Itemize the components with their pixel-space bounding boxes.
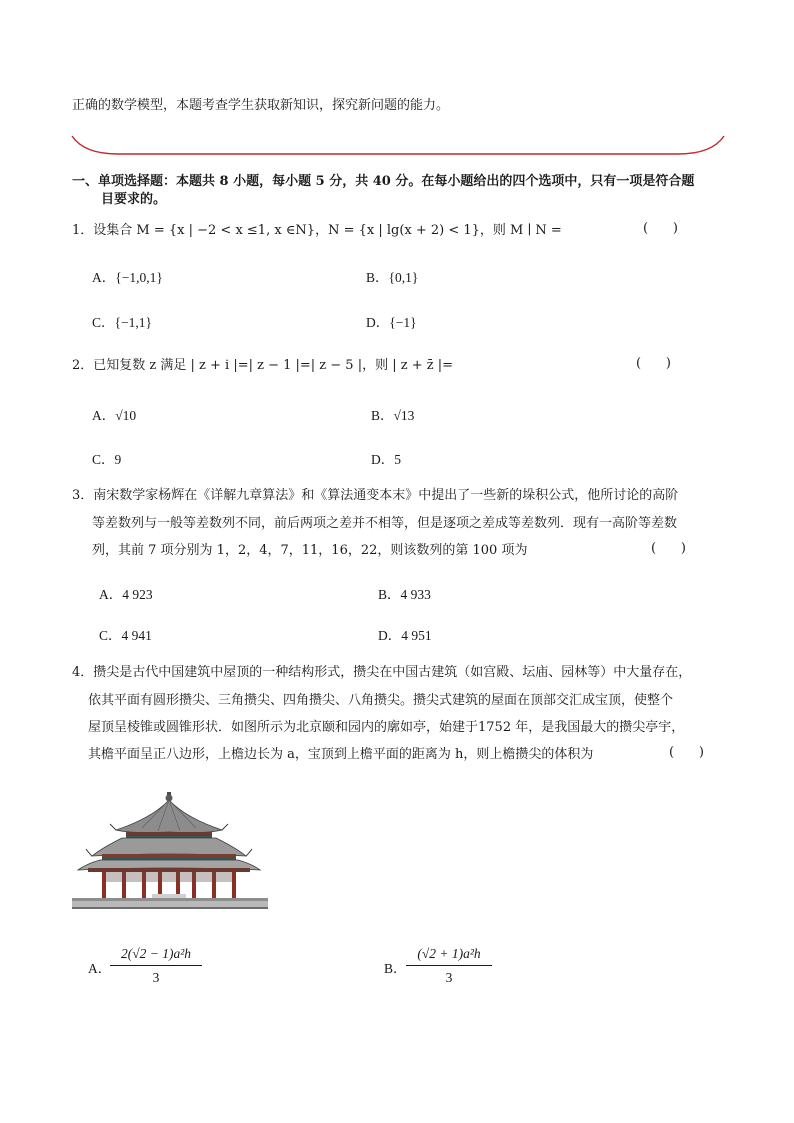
question-3-option-d: D．4 951	[378, 628, 432, 643]
question-4-option-a-fraction	[110, 946, 202, 986]
question-2-option-b: B．√13	[371, 408, 415, 423]
question-3-option-c: C．4 941	[99, 628, 152, 643]
section-title-line1: 一、单项选择题：本题共 8 小题，每小题 5 分，共 40 分。在每小题给出的四个选项中，只有一项是符合题	[72, 174, 695, 189]
question-3-line3: 列，其前 7 项分别为 1，2，4，7，11，16，22，则该数列的第 100 项为	[92, 543, 528, 558]
question-1-option-b: B．{0,1}	[366, 270, 419, 285]
question-2-answer-blank: ( )	[636, 356, 671, 371]
question-4-option-a-numerator: 2(√2 − 1)a²h	[110, 946, 202, 966]
question-3-option-b: B．4 933	[378, 587, 431, 602]
decorative-curve	[68, 128, 728, 160]
question-1-stem: 1．设集合 M = {x | −2 < x ≤1, x ∈N}，N = {x | lg(x + 2) < 1}，则 M ∣ N =	[72, 223, 562, 238]
question-3-line1: 3．南宋数学家杨辉在《详解九章算法》和《算法通变本末》中提出了一些新的垛积公式，他所讨论的高阶	[72, 488, 679, 503]
question-3-answer-blank: ( )	[651, 541, 686, 556]
question-2-option-c: C．9	[92, 452, 122, 467]
pavilion-illustration	[72, 790, 268, 914]
question-2-stem: 2．已知复数 z 满足 | z + i |=| z − 1 |=| z − 5 |，则 | z + z̄ |=	[72, 358, 453, 373]
question-4-option-b-label: B．	[384, 961, 407, 976]
question-1-option-c: C．{−1,1}	[92, 315, 152, 330]
question-4-option-a-denominator: 3	[152, 970, 160, 985]
question-1-answer-blank: ( )	[643, 221, 678, 236]
question-4-line4: 其檐平面呈正八边形，上檐边长为 a，宝顶到上檐平面的距离为 h，则上檐攒尖的体积为	[88, 747, 594, 762]
question-4-option-a-label: A．	[88, 961, 112, 976]
question-3-option-a: A．4 923	[99, 587, 153, 602]
question-4-option-b-fraction	[406, 946, 492, 986]
question-4-line2: 依其平面有圆形攒尖、三角攒尖、四角攒尖、八角攒尖。攒尖式建筑的屋面在顶部交汇成宝顶，使整个	[88, 693, 674, 708]
question-4-line1: 4．攒尖是古代中国建筑中屋顶的一种结构形式，攒尖在中国古建筑（如宫殿、坛庙、园林等）中大量存在，	[72, 665, 692, 680]
question-4-option-b-numerator: (√2 + 1)a²h	[406, 946, 492, 966]
question-4-answer-blank: ( )	[669, 745, 704, 760]
question-2-option-d: D．5	[371, 452, 401, 467]
section-title-line2: 目要求的。	[101, 192, 167, 207]
question-1-option-a: A．{−1,0,1}	[92, 270, 163, 285]
question-4-option-b-denominator: 3	[445, 970, 453, 985]
question-3-line2: 等差数列与一般等差数列不同，前后两项之差并不相等，但是逐项之差成等差数列．现有一高阶等差数	[92, 516, 678, 531]
question-2-option-a: A．√10	[92, 408, 137, 423]
intro-text: 正确的数学模型，本题考查学生获取新知识，探究新问题的能力。	[72, 98, 450, 113]
question-1-option-d: D．{−1}	[366, 315, 417, 330]
question-4-line3: 屋顶呈棱锥或圆锥形状．如图所示为北京颐和园内的廓如亭，始建于1752 年，是我国最大的攒尖亭宇，	[88, 720, 685, 735]
